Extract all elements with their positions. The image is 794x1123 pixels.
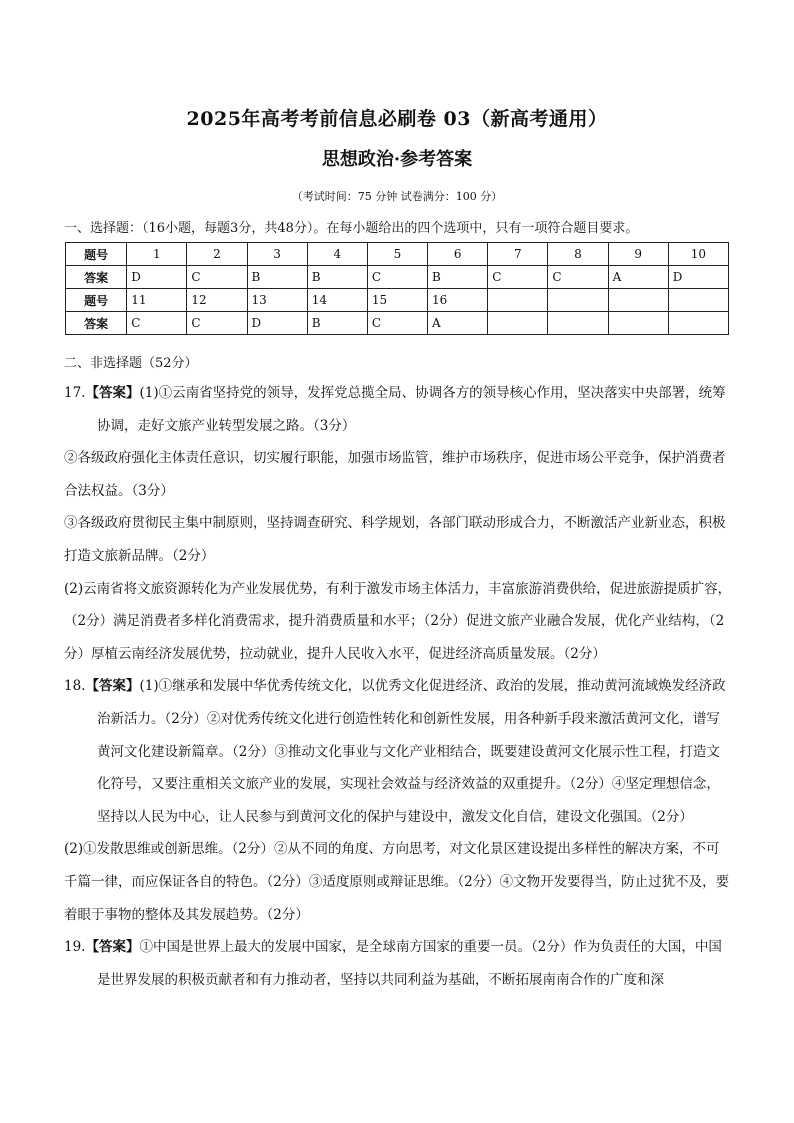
table-cell	[548, 312, 608, 335]
table-cell: 5	[367, 243, 427, 266]
table-cell: 12	[187, 289, 247, 312]
table-cell	[488, 289, 548, 312]
table-cell: C	[187, 312, 247, 335]
table-cell	[668, 312, 728, 335]
table-cell: C	[488, 266, 548, 289]
table-cell: 2	[187, 243, 247, 266]
table-cell: 15	[367, 289, 427, 312]
question-18	[64, 670, 732, 833]
table-cell: A	[608, 266, 668, 289]
section-essay-heading: 二、非选择题（52分）	[64, 356, 198, 371]
row-label: 题号	[66, 243, 127, 266]
answer-table	[65, 242, 729, 335]
table-cell: D	[668, 266, 728, 289]
table-cell: 6	[428, 243, 488, 266]
row-label: 题号	[66, 289, 127, 312]
answer-body	[64, 377, 732, 996]
page-subtitle: 思想政治·参考答案	[321, 149, 473, 170]
table-cell	[488, 312, 548, 335]
table-cell: 4	[307, 243, 367, 266]
table-cell: C	[548, 266, 608, 289]
answer-paragraph: (2)①发散思维或创新思维。（2分）②从不同的角度、方向思考，对文化景区建设提出多样性的解决方案，不可千篇一律，而应保证各自的特色。（2分）③适度原则或辩证思维。（2分）④文物开发要得当，防止过犹不及，要着眼于事物的整体及其发展趋势。（2分）	[64, 841, 730, 923]
table-cell: 11	[127, 289, 187, 312]
table-cell: A	[428, 312, 488, 335]
table-row	[66, 266, 729, 289]
table-cell: B	[428, 266, 488, 289]
table-cell: 3	[247, 243, 307, 266]
answer-text: ①中国是世界上最大的发展中国家，是全球南方国家的重要一员。（2分）作为负责任的大国，中国是世界发展的积极贡献者和有力推动者，坚持以共同利益为基础，不断拓展南南合作的广度和深	[97, 939, 722, 988]
table-cell: 7	[488, 243, 548, 266]
table-cell: D	[247, 312, 307, 335]
table-cell: B	[307, 312, 367, 335]
table-cell: B	[307, 266, 367, 289]
section-choice-heading: 一、选择题：（16小题，每题3分，共48分）。在每小题给出的四个选项中，只有一项符合题目要求。	[64, 221, 639, 236]
answer-paragraph: ③各级政府贯彻民主集中制原则，坚持调查研究、科学规划，各部门联动形成合力，不断激活产业新业态，积极打造文旅新品牌。（2分）	[64, 515, 726, 564]
exam-meta: （考试时间：75 分钟 试卷满分：100 分）	[291, 190, 503, 203]
table-cell: D	[127, 266, 187, 289]
answer-tag: 【答案】	[85, 678, 140, 695]
table-cell	[608, 312, 668, 335]
table-cell: 10	[668, 243, 728, 266]
table-cell: C	[367, 266, 427, 289]
table-cell: C	[187, 266, 247, 289]
answer-text: (1)①继承和发展中华优秀传统文化，以优秀文化促进经济、政治的发展，推动黄河流域焕发经济政治新活力。（2分）②对优秀传统文化进行创造性转化和创新性发展，用各种新手段来激活黄河文化，谱写黄河文化建设新篇章。（2分）③推动文化事业与文化产业相结合，既要建设黄河文化展示性工程，打造文化符号，又要注重相关文旅产业的发展，实现社会效益与经济效益的双重提升。（2分）④坚定理想信念，坚持以人民为中心，让人民参与到黄河文化的保护与建设中，激发文化自信，建设文化强国。（2分）	[97, 678, 726, 825]
question-17	[64, 377, 732, 442]
table-row	[66, 243, 729, 266]
table-row	[66, 289, 729, 312]
table-cell: 13	[247, 289, 307, 312]
row-label: 答案	[66, 312, 127, 335]
table-cell: C	[367, 312, 427, 335]
answer-tag: 【答案】	[85, 385, 140, 401]
table-cell	[608, 289, 668, 312]
table-cell	[548, 289, 608, 312]
table-cell: 1	[127, 243, 187, 266]
question-19	[64, 931, 732, 996]
page-title: 2025年高考考前信息必刷卷 03（新高考通用）	[186, 108, 608, 130]
table-cell: 8	[548, 243, 608, 266]
row-label: 答案	[66, 266, 127, 289]
answer-text: (1)①云南省坚持党的领导，发挥党总揽全局、协调各方的领导核心作用，坚决落实中央部署，统筹协调，走好文旅产业转型发展之路。（3分）	[97, 385, 726, 434]
answer-tag: 【答案】	[85, 939, 140, 956]
table-cell: 16	[428, 289, 488, 312]
table-cell: C	[127, 312, 187, 335]
table-cell: B	[247, 266, 307, 289]
question-number: 19.	[64, 939, 86, 956]
answer-paragraph: (2)云南省将文旅资源转化为产业发展优势，有利于激发市场主体活力，丰富旅游消费供给，促进旅游提质扩容，（2分）满足消费者多样化消费需求，提升消费质量和水平；（2分）促进文旅产业融合发展，优化产业结构，（2分）厚植云南经济发展优势，拉动就业，提升人民收入水平，促进经济高质量发展。（2分）	[64, 580, 732, 662]
table-cell: 9	[608, 243, 668, 266]
table-row	[66, 312, 729, 335]
answer-paragraph: ②各级政府强化主体责任意识，切实履行职能，加强市场监管，维护市场秩序，促进市场公平竞争，保护消费者合法权益。（3分）	[64, 450, 726, 499]
table-cell	[668, 289, 728, 312]
table-cell: 14	[307, 289, 367, 312]
question-number: 18.	[64, 678, 86, 695]
question-number: 17.	[64, 385, 86, 401]
